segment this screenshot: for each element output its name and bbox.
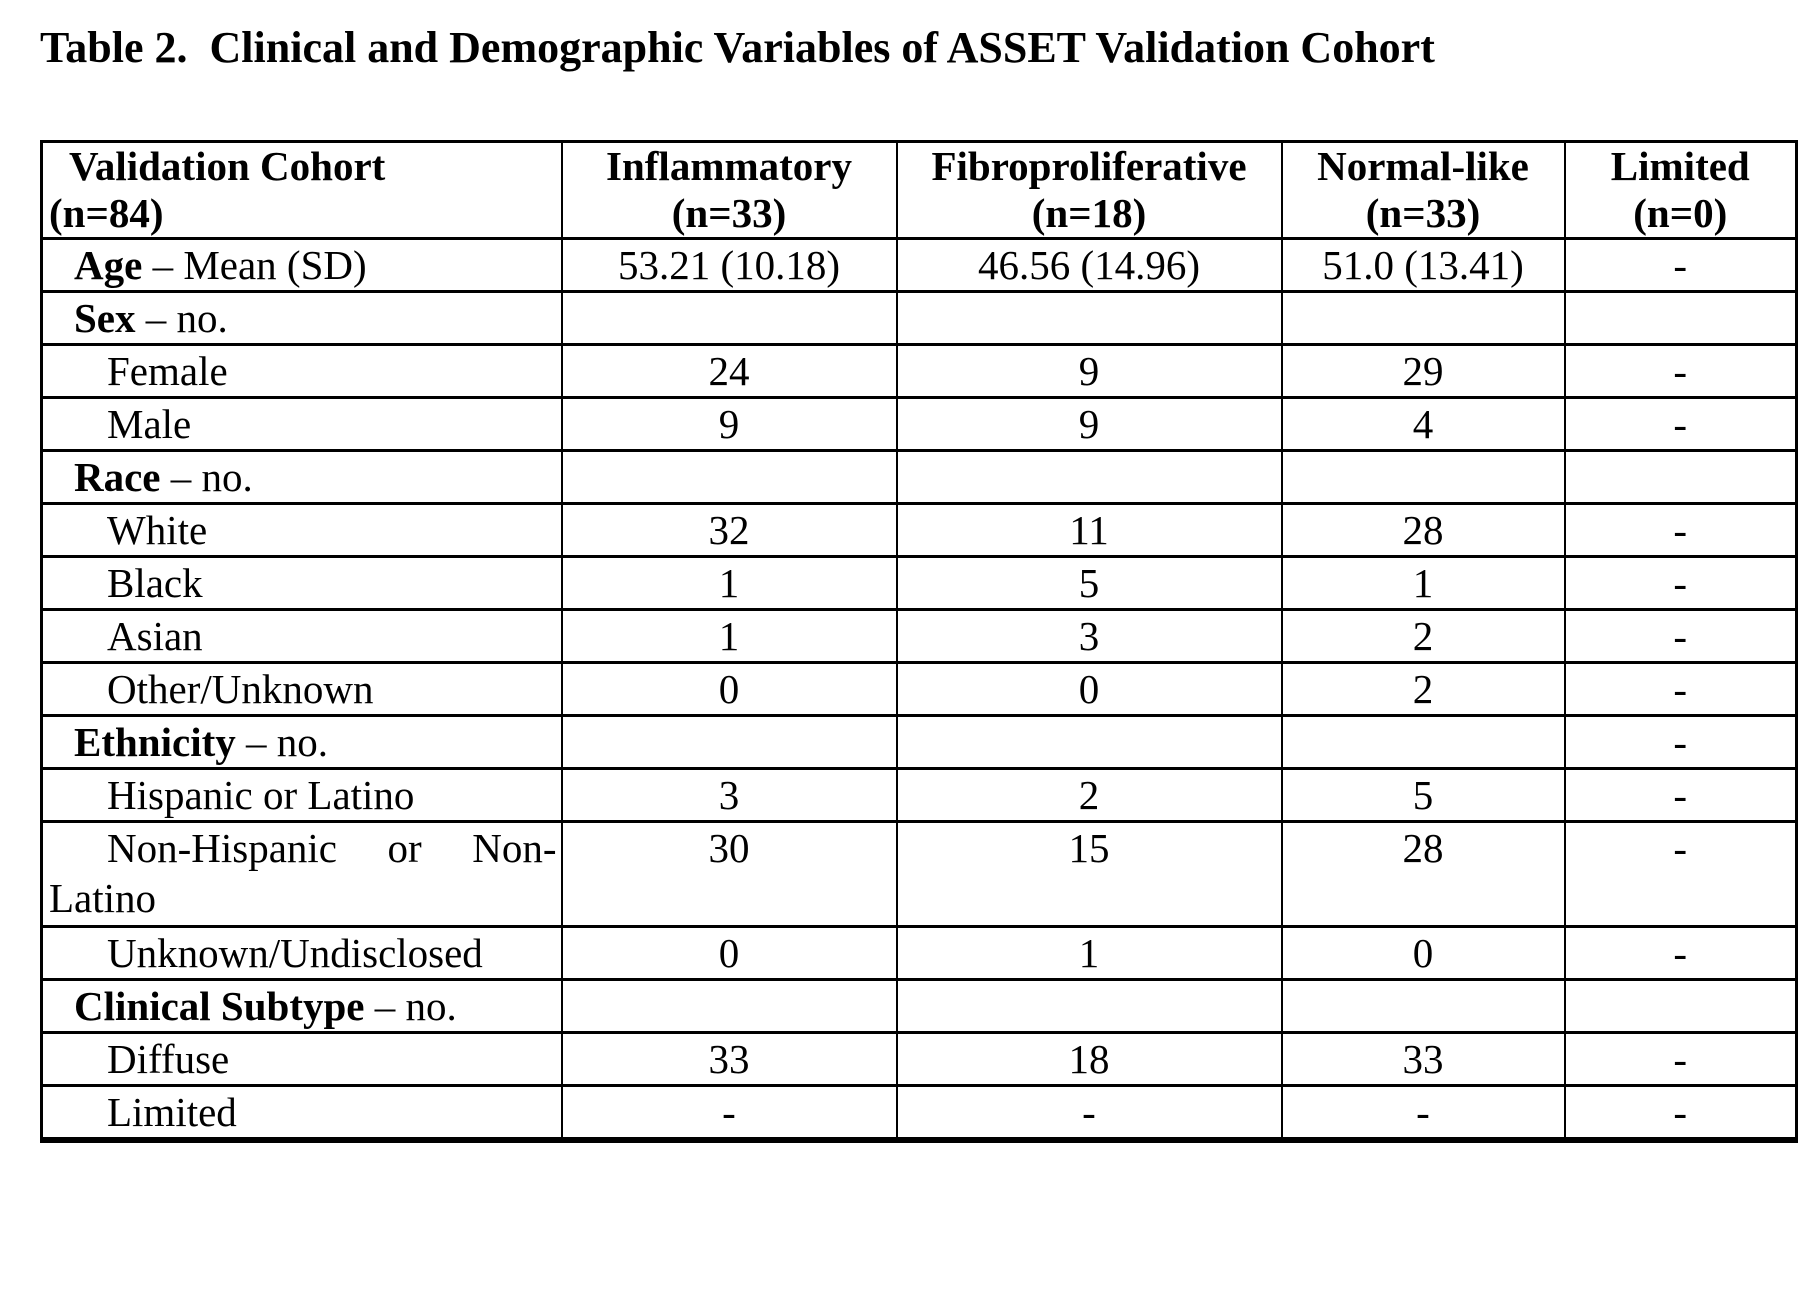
table-row (42, 504, 1797, 557)
column-header-line2: (n=84) (49, 190, 164, 236)
value-cell (1282, 980, 1565, 1033)
column-header-line2: (n=0) (1633, 190, 1728, 236)
row-label-line1: Non-Hispanic or Non- (107, 825, 557, 871)
row-label-cell (42, 1086, 562, 1141)
row-label-cell (42, 980, 562, 1033)
column-header-line1: Limited (1610, 143, 1750, 189)
value-cell (897, 292, 1282, 345)
row-label-rest: – no. (135, 295, 228, 341)
value-cell: 33 (562, 1033, 897, 1086)
value-cell (1282, 292, 1565, 345)
row-label-text: Diffuse (107, 1036, 230, 1082)
table-row (42, 239, 1797, 292)
value-cell: - (1282, 1086, 1565, 1141)
row-label-text: Unknown/Undisclosed (107, 930, 483, 976)
row-label-line2: Latino (49, 875, 157, 921)
value-cell: 9 (562, 398, 897, 451)
table-body (42, 239, 1797, 1141)
row-label-cell (42, 292, 562, 345)
row-label-rest: – no. (235, 719, 328, 765)
header-row (42, 142, 1797, 239)
value-cell: - (1565, 1033, 1797, 1086)
value-cell (897, 980, 1282, 1033)
row-label-text: Male (107, 401, 192, 447)
row-label-cell (42, 822, 562, 927)
value-cell: 24 (562, 345, 897, 398)
row-label-bold: Race (74, 454, 161, 500)
value-cell: 5 (897, 557, 1282, 610)
value-cell (562, 292, 897, 345)
table-row (42, 980, 1797, 1033)
value-cell: 30 (562, 822, 897, 927)
value-cell: 0 (562, 927, 897, 980)
table-row (42, 345, 1797, 398)
table-title: Table 2. Clinical and Demographic Variables of ASSET Validation Cohort (40, 23, 1435, 72)
table-row (42, 1033, 1797, 1086)
value-cell: 29 (1282, 345, 1565, 398)
value-cell: - (1565, 716, 1797, 769)
row-label-bold: Ethnicity (74, 719, 236, 765)
value-cell (1565, 451, 1797, 504)
value-cell: 2 (897, 769, 1282, 822)
column-header (42, 142, 562, 239)
row-label-bold: Sex (74, 295, 136, 341)
value-cell (1282, 451, 1565, 504)
value-cell: 3 (897, 610, 1282, 663)
row-label-text: Black (107, 560, 203, 606)
row-label-text: Asian (107, 613, 203, 659)
value-cell: 9 (897, 398, 1282, 451)
value-cell: 28 (1282, 822, 1565, 927)
value-cell: - (1565, 822, 1797, 927)
row-label-cell (42, 663, 562, 716)
value-cell: - (897, 1086, 1282, 1141)
value-cell: 46.56 (14.96) (897, 239, 1282, 292)
table-header (42, 142, 1797, 239)
row-label-cell (42, 610, 562, 663)
column-header-line1: Inflammatory (606, 143, 852, 189)
row-label-cell (42, 769, 562, 822)
row-label-text: Other/Unknown (107, 666, 374, 712)
row-label-bold: Age (74, 242, 143, 288)
value-cell: - (1565, 239, 1797, 292)
table-row (42, 769, 1797, 822)
value-cell: 9 (897, 345, 1282, 398)
value-cell: 5 (1282, 769, 1565, 822)
value-cell: - (1565, 345, 1797, 398)
row-label-text: Hispanic or Latino (107, 772, 415, 818)
row-label-cell (42, 239, 562, 292)
value-cell: 0 (562, 663, 897, 716)
table-row (42, 663, 1797, 716)
value-cell: - (1565, 1086, 1797, 1141)
value-cell: 51.0 (13.41) (1282, 239, 1565, 292)
row-label-cell (42, 716, 562, 769)
row-label-text: Limited (107, 1089, 237, 1135)
value-cell: 0 (897, 663, 1282, 716)
value-cell (562, 451, 897, 504)
table-row (42, 398, 1797, 451)
value-cell: 3 (562, 769, 897, 822)
value-cell: 28 (1282, 504, 1565, 557)
row-label-text: White (107, 507, 208, 553)
row-label-cell (42, 398, 562, 451)
table-row (42, 292, 1797, 345)
value-cell (562, 980, 897, 1033)
value-cell: 2 (1282, 610, 1565, 663)
value-cell: - (1565, 927, 1797, 980)
value-cell: 11 (897, 504, 1282, 557)
value-cell (562, 716, 897, 769)
value-cell: - (1565, 769, 1797, 822)
column-header (1565, 142, 1797, 239)
value-cell: 32 (562, 504, 897, 557)
row-label-cell (42, 927, 562, 980)
column-header-line2: (n=33) (1365, 190, 1481, 236)
value-cell: 2 (1282, 663, 1565, 716)
table-row (42, 927, 1797, 980)
value-cell (897, 451, 1282, 504)
row-label-cell (42, 345, 562, 398)
value-cell (897, 716, 1282, 769)
column-header-line2: (n=33) (671, 190, 787, 236)
value-cell: - (1565, 610, 1797, 663)
row-label-cell (42, 1033, 562, 1086)
value-cell: 1 (897, 927, 1282, 980)
table-row (42, 822, 1797, 927)
column-header (562, 142, 897, 239)
value-cell: - (1565, 557, 1797, 610)
table-row (42, 716, 1797, 769)
value-cell: - (1565, 663, 1797, 716)
value-cell (1565, 980, 1797, 1033)
value-cell (1282, 716, 1565, 769)
row-label-bold: Clinical Subtype (74, 983, 365, 1029)
row-label-rest: – no. (364, 983, 457, 1029)
value-cell: 4 (1282, 398, 1565, 451)
row-label-cell (42, 557, 562, 610)
column-header-line2: (n=18) (1031, 190, 1147, 236)
table-row (42, 451, 1797, 504)
row-label-text: Female (107, 348, 228, 394)
value-cell: - (1565, 398, 1797, 451)
table-row (42, 1086, 1797, 1141)
value-cell: 15 (897, 822, 1282, 927)
column-header-line1: Validation Cohort (69, 143, 386, 189)
value-cell: 0 (1282, 927, 1565, 980)
value-cell: - (1565, 504, 1797, 557)
value-cell: 33 (1282, 1033, 1565, 1086)
row-label-cell (42, 504, 562, 557)
table-row (42, 610, 1797, 663)
row-label-rest: – no. (160, 454, 253, 500)
value-cell: 18 (897, 1033, 1282, 1086)
value-cell: 1 (562, 610, 897, 663)
row-label-rest: – Mean (SD) (142, 242, 367, 288)
table-row (42, 557, 1797, 610)
column-header-line1: Fibroproliferative (931, 143, 1247, 189)
value-cell: 1 (562, 557, 897, 610)
column-header (1282, 142, 1565, 239)
value-cell (1565, 292, 1797, 345)
value-cell: 53.21 (10.18) (562, 239, 897, 292)
column-header (897, 142, 1282, 239)
column-header-line1: Normal-like (1317, 143, 1529, 189)
demographics-table (40, 140, 1798, 1143)
value-cell: 1 (1282, 557, 1565, 610)
row-label-cell (42, 451, 562, 504)
value-cell: - (562, 1086, 897, 1141)
